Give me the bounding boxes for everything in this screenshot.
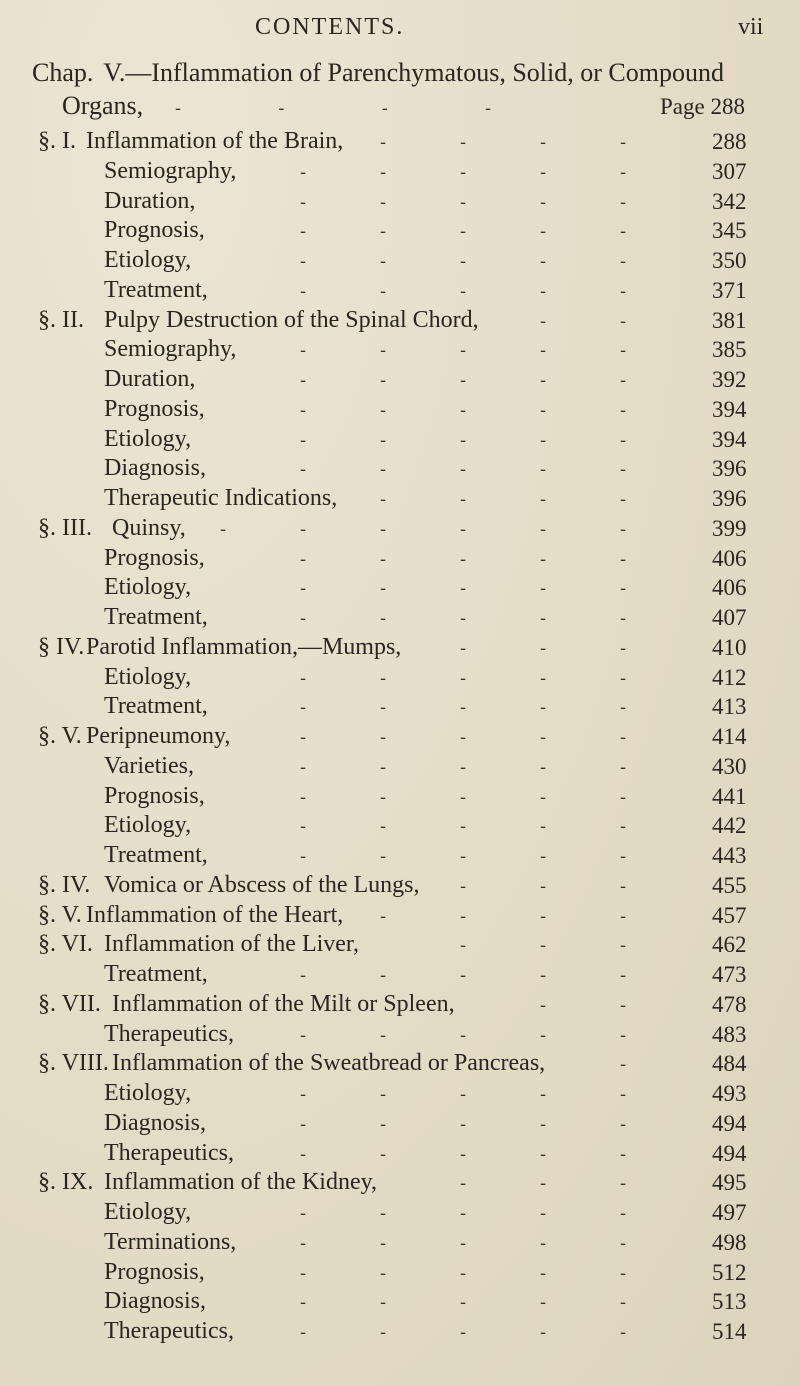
entry-page-number: 430	[712, 754, 747, 779]
section-number: §. V.	[38, 902, 82, 928]
entry-title: Semiography,	[104, 158, 237, 184]
section-number: §. III.	[38, 515, 92, 541]
leader-dash: -	[540, 608, 547, 629]
leader-dash: -	[380, 697, 387, 718]
entry-title: Duration,	[104, 366, 196, 392]
chapter-label: Chap.	[32, 58, 94, 87]
leader-dash: -	[460, 370, 467, 391]
entry-title: Diagnosis,	[104, 1288, 206, 1314]
leader-dash: -	[380, 757, 387, 778]
entry-page-number: 443	[712, 843, 747, 868]
leader-dash: -	[380, 281, 387, 302]
leader-dash: -	[460, 787, 467, 808]
leader-dash: -	[540, 162, 547, 183]
leader-dash: -	[300, 370, 307, 391]
entry-title: Quinsy,	[112, 515, 186, 541]
leader-dash: -	[460, 430, 467, 451]
leader-dash: -	[460, 816, 467, 837]
leader-dash: -	[380, 608, 387, 629]
leader-dash: -	[540, 519, 547, 540]
entry-page-number: 493	[712, 1081, 747, 1106]
leader-dash: -	[460, 668, 467, 689]
leader-dash: -	[540, 251, 547, 272]
entry-title: Treatment,	[104, 693, 208, 719]
leader-dash: -	[620, 489, 627, 510]
leader-dash: -	[300, 400, 307, 421]
leader-dash: -	[300, 1144, 307, 1165]
entry-page-number: 478	[712, 992, 747, 1017]
leader-dash: -	[380, 668, 387, 689]
entry-page-number: 413	[712, 694, 747, 719]
leader-dash: -	[460, 697, 467, 718]
section-number: §. VII.	[38, 991, 101, 1017]
entry-page-number: 396	[712, 486, 747, 511]
chapter-page-ref: Page 288	[660, 94, 745, 119]
leader-dash: -	[300, 787, 307, 808]
chapter-title-continued: Organs,	[62, 91, 144, 120]
leader-dash: -	[380, 1144, 387, 1165]
leader-dash: -	[300, 1114, 307, 1135]
entry-page-number: 441	[712, 784, 747, 809]
leader-dash: -	[540, 787, 547, 808]
entry-page-number: 414	[712, 724, 747, 749]
leader-dash: -	[380, 251, 387, 272]
entry-page-number: 513	[712, 1289, 747, 1314]
leader-dash: -	[540, 1263, 547, 1284]
leader-dash: -	[540, 311, 547, 332]
leader-dash: -	[460, 489, 467, 510]
leader-dash: -	[460, 906, 467, 927]
entry-page-number: 288	[712, 129, 747, 154]
leader-dash: -	[300, 578, 307, 599]
leader-dash: -	[540, 1173, 547, 1194]
leader-dash: -	[620, 906, 627, 927]
entry-page-number: 406	[712, 575, 747, 600]
section-number: §. I.	[38, 128, 76, 154]
leader-dash: -	[380, 1203, 387, 1224]
leader-dash: -	[620, 370, 627, 391]
leader-dash: -	[540, 221, 547, 242]
leader-dash: -	[300, 162, 307, 183]
leader-dash: -	[540, 578, 547, 599]
leader-dash: -	[380, 519, 387, 540]
leader-dash: -	[380, 340, 387, 361]
leader-dash: -	[380, 846, 387, 867]
leader-dash: -	[300, 340, 307, 361]
entry-page-number: 494	[712, 1111, 747, 1136]
entry-page-number: 385	[712, 337, 747, 362]
leader-dash: -	[460, 727, 467, 748]
page-header	[0, 8, 800, 48]
entry-title: Inflammation of the Sweatbread or Pancreas,	[112, 1050, 546, 1076]
entry-page-number: 399	[712, 516, 747, 541]
leader-dash: -	[460, 400, 467, 421]
section-number: §. VIII.	[38, 1050, 109, 1076]
leader-dash: -	[460, 192, 467, 213]
leader-dash: -	[620, 608, 627, 629]
leader-dash: -	[620, 162, 627, 183]
leader-dash: -	[460, 1173, 467, 1194]
leader-dash: -	[620, 757, 627, 778]
leader-dash: -	[460, 162, 467, 183]
leader-dash: -	[620, 1292, 627, 1313]
leader-dash: -	[540, 459, 547, 480]
entry-title: Peripneumony,	[86, 723, 231, 749]
chapter-title: V.—Inflammation of Parenchymatous, Solid, or Compound	[103, 58, 724, 87]
leader-dash: -	[620, 995, 627, 1016]
leader-dash: -	[620, 340, 627, 361]
entry-title: Inflammation of the Kidney,	[104, 1169, 378, 1195]
leader-dash: -	[300, 459, 307, 480]
leader-dash: -	[300, 1203, 307, 1224]
leader-dash: -	[300, 668, 307, 689]
leader-dash: -	[380, 1025, 387, 1046]
leader-dash: -	[380, 162, 387, 183]
leader-dash: -	[620, 846, 627, 867]
leader-dash: -	[460, 935, 467, 956]
chapter-heading	[32, 58, 792, 88]
entry-page-number: 394	[712, 397, 747, 422]
leader-dash: -	[300, 965, 307, 986]
leader-dash: -	[460, 608, 467, 629]
leader-dash: -	[540, 430, 547, 451]
leader-dash: -	[460, 638, 467, 659]
leader-dash: -	[540, 370, 547, 391]
entry-page-number: 407	[712, 605, 747, 630]
entry-title: Etiology,	[104, 812, 192, 838]
entry-title: Etiology,	[104, 1199, 192, 1225]
leader-dash: -	[300, 549, 307, 570]
entry-page-number: 394	[712, 427, 747, 452]
leader-dash: -	[300, 519, 307, 540]
entry-page-number: 345	[712, 218, 747, 243]
entry-title: Therapeutics,	[104, 1140, 234, 1166]
leader-dash: -	[620, 935, 627, 956]
leader-dash: -	[460, 281, 467, 302]
entry-title: Prognosis,	[104, 783, 205, 809]
leader-dash: -	[540, 1114, 547, 1135]
leader-dash: -	[300, 757, 307, 778]
entry-page-number: 342	[712, 189, 747, 214]
leader-dash: -	[380, 1292, 387, 1313]
leader-dash: -	[540, 1292, 547, 1313]
leader-dash: -	[620, 638, 627, 659]
entry-title: Prognosis,	[104, 545, 205, 571]
section-number: §. II.	[38, 307, 84, 333]
entry-page-number: 457	[712, 903, 747, 928]
leader-dash: -	[540, 935, 547, 956]
entry-title: Etiology,	[104, 574, 192, 600]
leader-dash: -	[460, 876, 467, 897]
leader-dash: -	[460, 251, 467, 272]
leader-dash: -	[620, 578, 627, 599]
leader-dash: -	[540, 757, 547, 778]
leader-dash: -	[380, 1233, 387, 1254]
leader-dash: -	[460, 132, 467, 153]
leader-dash: -	[300, 846, 307, 867]
entry-page-number: 396	[712, 456, 747, 481]
leader-dash: -	[380, 400, 387, 421]
leader-dash: -	[620, 192, 627, 213]
entry-title: Etiology,	[104, 1080, 192, 1106]
leader-dash: -	[380, 370, 387, 391]
leader-dash: -	[300, 1322, 307, 1343]
leader-dash: -	[620, 1025, 627, 1046]
leader-dash: -	[380, 1084, 387, 1105]
entry-title: Prognosis,	[104, 1259, 205, 1285]
entry-title: Therapeutic Indications,	[104, 485, 338, 511]
leader-dash: -	[540, 132, 547, 153]
entry-title: Semiography,	[104, 336, 237, 362]
leader-dash: -	[300, 221, 307, 242]
leader-dash: -	[460, 1263, 467, 1284]
leader-dash: -	[540, 1084, 547, 1105]
entry-title: Inflammation of the Milt or Spleen,	[112, 991, 455, 1017]
entry-title: Vomica or Abscess of the Lungs,	[104, 872, 420, 898]
leader-dash: -	[380, 132, 387, 153]
entry-title: Treatment,	[104, 842, 208, 868]
entry-page-number: 371	[712, 278, 747, 303]
entry-page-number: 392	[712, 367, 747, 392]
entry-title: Etiology,	[104, 247, 192, 273]
section-number: §. V.	[38, 723, 82, 749]
entry-title: Etiology,	[104, 664, 192, 690]
entry-page-number: 442	[712, 813, 747, 838]
leader-dash: -	[540, 995, 547, 1016]
leader-dash: -	[620, 1173, 627, 1194]
entry-title: Therapeutics,	[104, 1318, 234, 1344]
section-number: § IV.	[38, 634, 85, 660]
leader-dash: -	[380, 221, 387, 242]
leader-dash: -	[300, 1233, 307, 1254]
leader-dash: -	[620, 311, 627, 332]
leader-dash: -	[460, 1144, 467, 1165]
leader-dash: -	[620, 132, 627, 153]
leader-dash: -	[540, 1144, 547, 1165]
section-number: §. IX.	[38, 1169, 94, 1195]
running-head: CONTENTS.	[255, 14, 405, 40]
leader-dash: -	[460, 459, 467, 480]
leader-dash: -	[380, 965, 387, 986]
page-number: vii	[738, 14, 764, 40]
leader-dash: -	[460, 1292, 467, 1313]
leader-dash: -	[540, 1233, 547, 1254]
chapter-leader: - - - -	[175, 98, 492, 119]
entry-page-number: 512	[712, 1260, 747, 1285]
leader-dash: -	[380, 1114, 387, 1135]
entry-title: Parotid Inflammation,—Mumps,	[86, 634, 402, 660]
leader-dash: -	[540, 340, 547, 361]
entry-page-number: 495	[712, 1170, 747, 1195]
leader-dash: -	[620, 459, 627, 480]
leader-dash: -	[380, 727, 387, 748]
leader-dash: -	[460, 340, 467, 361]
leader-dash: -	[620, 549, 627, 570]
leader-dash: -	[300, 251, 307, 272]
leader-dash: -	[540, 668, 547, 689]
leader-dash: -	[300, 1084, 307, 1105]
leader-dash: -	[460, 549, 467, 570]
leader-dash: -	[540, 1203, 547, 1224]
leader-dash: -	[540, 281, 547, 302]
entry-title: Treatment,	[104, 604, 208, 630]
leader-dash: -	[380, 489, 387, 510]
leader-dash: -	[380, 816, 387, 837]
leader-dash: -	[460, 519, 467, 540]
leader-dash: -	[620, 1054, 627, 1075]
leader-dash: -	[300, 816, 307, 837]
leader-dash: -	[620, 965, 627, 986]
entry-title: Inflammation of the Brain,	[86, 128, 344, 154]
leader-dash: -	[460, 965, 467, 986]
leader-dash: -	[460, 1114, 467, 1135]
leader-dash: -	[460, 1084, 467, 1105]
leader-dash: -	[620, 1322, 627, 1343]
leader-dash: -	[380, 578, 387, 599]
leader-dash: -	[540, 1322, 547, 1343]
leader-dash: -	[620, 251, 627, 272]
leader-dash: -	[300, 192, 307, 213]
entry-title: Pulpy Destruction of the Spinal Chord,	[104, 307, 479, 333]
leader-dash: -	[380, 787, 387, 808]
leader-dash: -	[380, 1263, 387, 1284]
leader-dash: -	[380, 459, 387, 480]
entry-title: Diagnosis,	[104, 1110, 206, 1136]
leader-dash: -	[620, 876, 627, 897]
leader-dash: -	[620, 727, 627, 748]
leader-dash: -	[620, 519, 627, 540]
leader-dash: -	[620, 430, 627, 451]
entry-page-number: 498	[712, 1230, 747, 1255]
leader-dash: -	[620, 1263, 627, 1284]
section-number: §. IV.	[38, 872, 91, 898]
leader-dash: -	[540, 697, 547, 718]
leader-dash: -	[460, 578, 467, 599]
entry-page-number: 406	[712, 546, 747, 571]
leader-dash: -	[620, 668, 627, 689]
leader-dash: -	[620, 400, 627, 421]
leader-dash: -	[620, 1114, 627, 1135]
leader-dash: -	[300, 727, 307, 748]
entry-page-number: 307	[712, 159, 747, 184]
leader-dash: -	[620, 281, 627, 302]
leader-dash: -	[460, 1322, 467, 1343]
leader-dash: -	[620, 221, 627, 242]
entry-title: Etiology,	[104, 426, 192, 452]
leader-dash: -	[380, 430, 387, 451]
section-number: §. VI.	[38, 931, 93, 957]
leader-dash: -	[540, 489, 547, 510]
entry-title: Inflammation of the Liver,	[104, 931, 359, 957]
entry-page-number: 412	[712, 665, 747, 690]
entry-title: Treatment,	[104, 961, 208, 987]
entry-page-number: 483	[712, 1022, 747, 1047]
entry-title: Prognosis,	[104, 396, 205, 422]
leader-dash: -	[540, 1025, 547, 1046]
leader-dash: -	[620, 787, 627, 808]
entry-page-number: 410	[712, 635, 747, 660]
leader-dash: -	[620, 697, 627, 718]
leader-dash: -	[460, 1025, 467, 1046]
entry-title: Terminations,	[104, 1229, 237, 1255]
entry-title: Prognosis,	[104, 217, 205, 243]
leader-dash: -	[300, 1263, 307, 1284]
entry-page-number: 455	[712, 873, 747, 898]
leader-dash: -	[540, 549, 547, 570]
entry-page-number: 484	[712, 1051, 747, 1076]
entry-title: Duration,	[104, 188, 196, 214]
leader-dash: -	[460, 1233, 467, 1254]
leader-dash: -	[620, 816, 627, 837]
leader-dash: -	[380, 192, 387, 213]
leader-dash: -	[620, 1084, 627, 1105]
leader-dash: -	[300, 697, 307, 718]
leader-dash: -	[300, 430, 307, 451]
leader-dash: -	[300, 1292, 307, 1313]
leader-dash: -	[380, 906, 387, 927]
entry-title: Treatment,	[104, 277, 208, 303]
leader-dash: -	[380, 1322, 387, 1343]
leader-dash: -	[620, 1144, 627, 1165]
entry-title: Inflammation of the Heart,	[86, 902, 344, 928]
leader-dash: -	[540, 638, 547, 659]
entry-page-number: 494	[712, 1141, 747, 1166]
leader-dash: -	[540, 876, 547, 897]
entry-title: Diagnosis,	[104, 455, 206, 481]
leader-dash: -	[300, 608, 307, 629]
leader-dash: -	[220, 519, 227, 540]
entry-page-number: 462	[712, 932, 747, 957]
entry-page-number: 514	[712, 1319, 747, 1344]
leader-dash: -	[460, 221, 467, 242]
leader-dash: -	[540, 846, 547, 867]
leader-dash: -	[460, 1203, 467, 1224]
leader-dash: -	[380, 549, 387, 570]
leader-dash: -	[460, 846, 467, 867]
entry-page-number: 350	[712, 248, 747, 273]
leader-dash: -	[300, 281, 307, 302]
entry-title: Therapeutics,	[104, 1021, 234, 1047]
leader-dash: -	[540, 906, 547, 927]
leader-dash: -	[540, 727, 547, 748]
leader-dash: -	[460, 757, 467, 778]
leader-dash: -	[540, 965, 547, 986]
leader-dash: -	[540, 400, 547, 421]
entry-page-number: 473	[712, 962, 747, 987]
entry-page-number: 497	[712, 1200, 747, 1225]
entry-title: Varieties,	[104, 753, 194, 779]
leader-dash: -	[540, 816, 547, 837]
leader-dash: -	[540, 192, 547, 213]
leader-dash: -	[300, 1025, 307, 1046]
entry-page-number: 381	[712, 308, 747, 333]
leader-dash: -	[620, 1203, 627, 1224]
leader-dash: -	[620, 1233, 627, 1254]
